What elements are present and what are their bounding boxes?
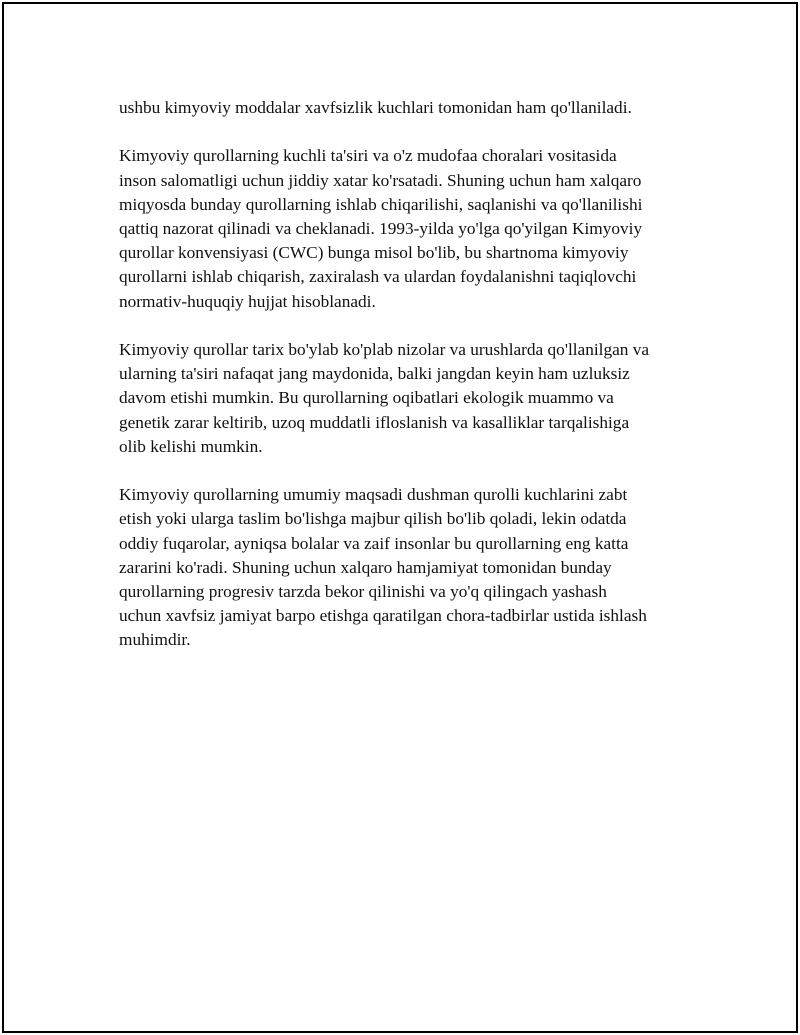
paragraph-1: ushbu kimyoviy moddalar xavfsizlik kuchlari tomonidan ham qo'llaniladi.: [119, 98, 632, 117]
page-frame: [2, 2, 798, 1033]
paragraph-2: Kimyoviy qurollarning kuchli ta'siri va o'z mudofaa choralari vositasida inson salomatligi uchun jiddiy xatar ko'rsatadi. Shuning uchun ham xalqaro miqyosda bunday qurollarning ishlab chiqarilishi, saqlanishi va qo'llanilishi qattiq nazorat qilinadi va cheklanadi. 1993-yilda yo'lga qo'yilgan Kimyoviy qurollar konvensiyasi (CWC) bunga misol bo'lib, bu shartnoma kimyoviy qurollarni ishlab chiqarish, zaxiralash va ulardan foydalanishni taqiqlovchi normativ-huquqiy hujjat hisoblanadi.: [119, 146, 643, 311]
document-body: [119, 96, 694, 677]
paragraph-4: Kimyoviy qurollarning umumiy maqsadi dushman qurolli kuchlarini zabt etish yoki ularga taslim bo'lishga majbur qilish bo'lib qoladi, lekin odatda oddiy fuqarolar, ayniqsa bolalar va zaif insonlar bu qurollarning eng katta zararini ko'radi. Shuning uchun xalqaro hamjamiyat tomonidan bunday qurollarning progresiv tarzda bekor qilinishi va yo'q qilingach yashash uchun xavfsiz jamiyat barpo etishga qaratilgan chora-tadbirlar ustida ishlash muhimdir.: [119, 485, 647, 650]
paragraph-3: Kimyoviy qurollar tarix bo'ylab ko'plab nizolar va urushlarda qo'llanilgan va ularning ta'siri nafaqat jang maydonida, balki jangdan keyin ham uzluksiz davom etishi mumkin. Bu qurollarning oqibatlari ekologik muammo va genetik zarar keltirib, uzoq muddatli ifloslanish va kasalliklar tarqalishiga olib kelishi mumkin.: [119, 340, 650, 456]
